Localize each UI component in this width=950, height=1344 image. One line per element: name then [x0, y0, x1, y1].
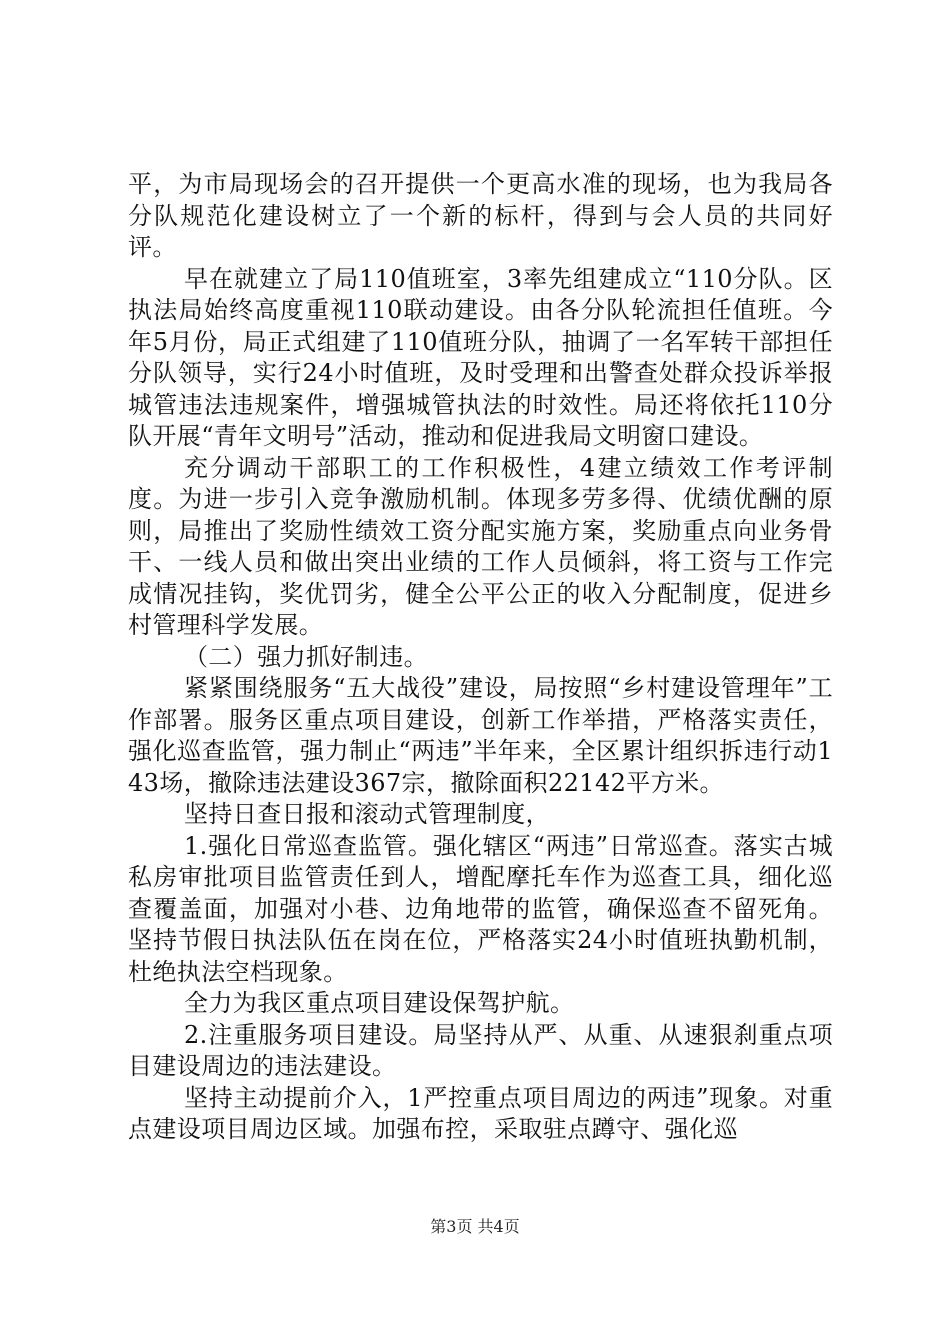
paragraph: 坚持主动提前介入，1严控重点项目周边的两违”现象。对重点建设项目周边区域。加强布控，采取驻点蹲守、强化巡 — [128, 1083, 833, 1143]
page-number-footer: 第3页 共4页 — [430, 1217, 520, 1236]
document-body — [128, 169, 833, 1146]
paragraph: 1.强化日常巡查监管。强化辖区“两违”日常巡查。落实古城私房审批项目监管责任到人，增配摩托车作为巡查工具，细化巡查覆盖面，加强对小巷、边角地带的监管，确保巡查不留死角。坚持节假日执法队伍在岗在位，严格落实24小时值班执勤机制，杜绝执法空档现象。 — [128, 831, 833, 986]
paragraph: 充分调动干部职工的工作积极性，4建立绩效工作考评制度。为进一步引入竞争激励机制。体现多劳多得、优绩优酬的原则，局推出了奖励性绩效工资分配实施方案，奖励重点向业务骨干、一线人员和做出突出业绩的工作人员倾斜，将工资与工作完成情况挂钩，奖优罚劣，健全公平公正的收入分配制度，促进乡村管理科学发展。 — [128, 453, 833, 639]
paragraph: 坚持日查日报和滚动式管理制度， — [184, 800, 550, 828]
paragraph: 紧紧围绕服务“五大战役”建设，局按照“乡村建设管理年”工作部署。服务区重点项目建设，创新工作举措，严格落实责任，强化巡查监管，强力制止“两违”半年来，全区累计组织拆违行动143场，撤除违法建设367宗，撤除面积22142平方米。 — [128, 674, 833, 797]
section-heading: （二）强力抓好制违。 — [184, 642, 428, 671]
paragraph: 全力为我区重点项目建设保驾护航。 — [184, 989, 575, 1017]
paragraph: 2.注重服务项目建设。局坚持从严、从重、从速狠刹重点项目建设周边的违法建设。 — [128, 1020, 833, 1080]
paragraph: 平，为市局现场会的召开提供一个更高水准的现场，也为我局各分队规范化建设树立了一个新的标杆，得到与会人员的共同好评。 — [128, 170, 833, 261]
paragraph: 早在就建立了局110值班室，3率先组建成立“110分队。区执法局始终高度重视110联动建设。由各分队轮流担任值班。今年5月份，局正式组建了110值班分队，抽调了一名军转干部担任分队领导，实行24小时值班，及时受理和出警查处群众投诉举报城管违法违规案件，增强城管执法的时效性。局还将依托110分队开展“青年文明号”活动，推动和促进我局文明窗口建设。 — [128, 264, 833, 450]
